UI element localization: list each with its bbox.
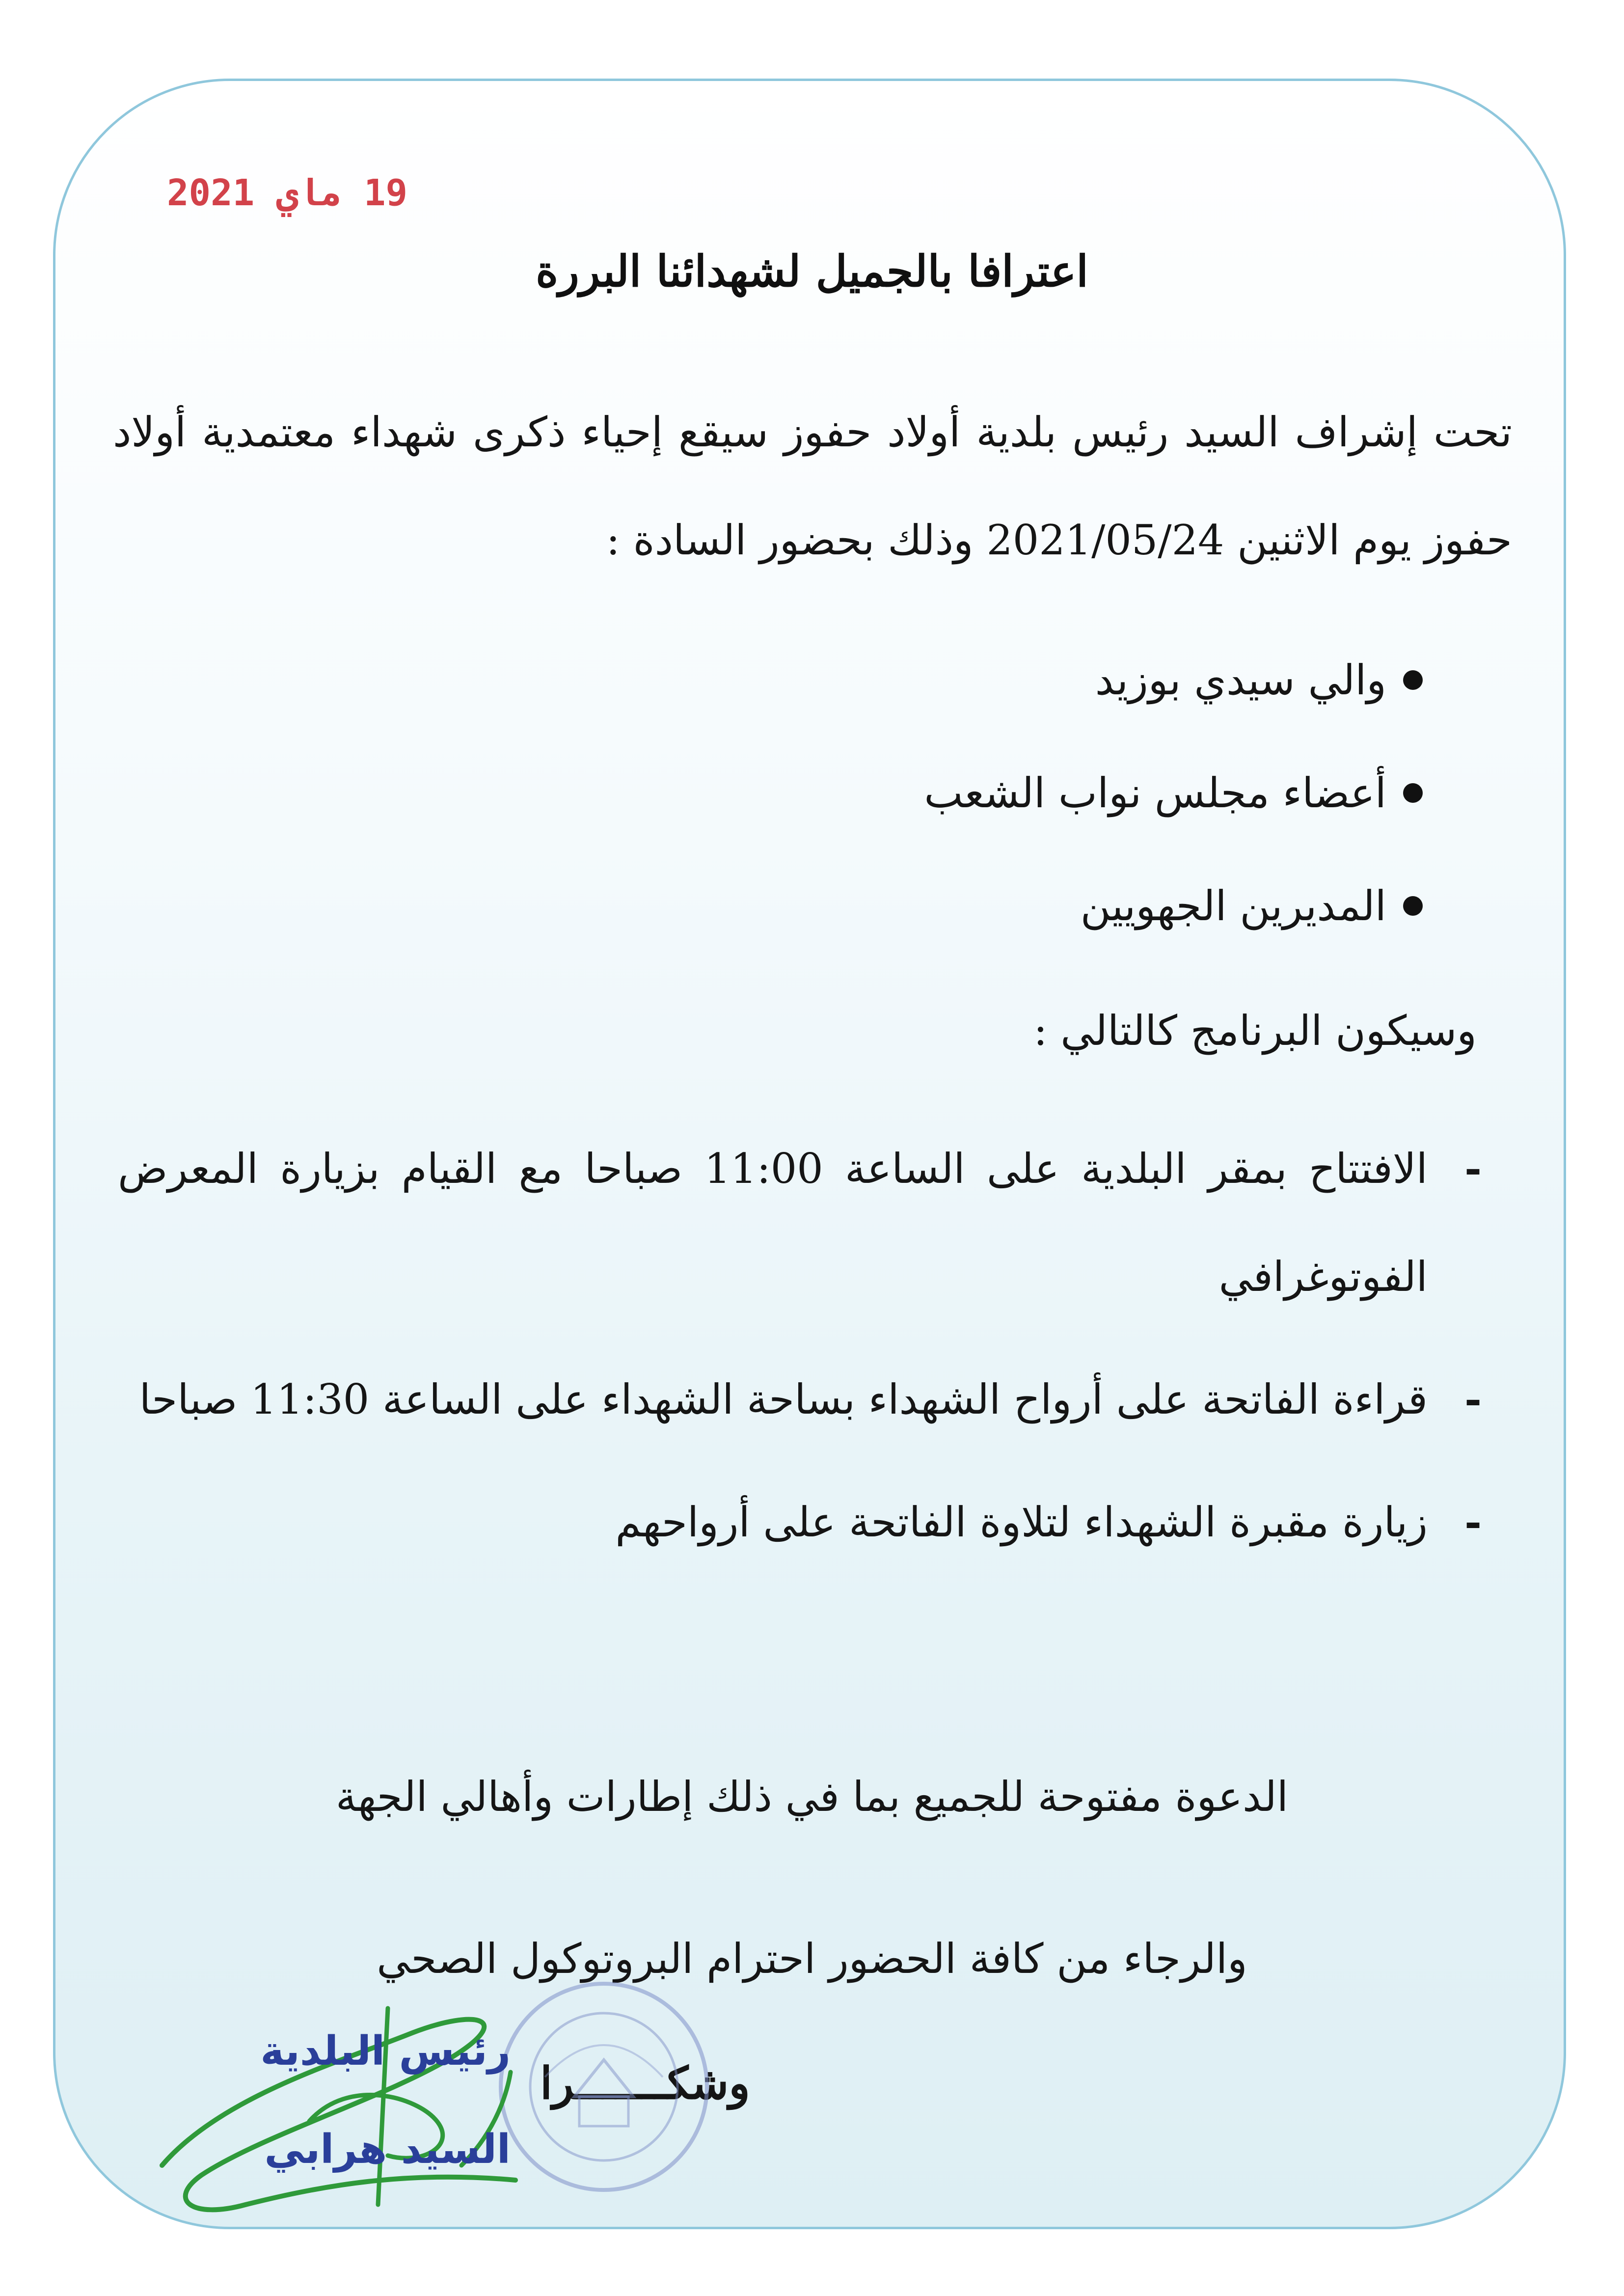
health-note: والرجاء من كافة الحضور احترام البروتوكول الصحي [377, 1935, 1247, 1983]
received-date-stamp: 19 ماي 2021 [167, 172, 408, 214]
dash-icon: - [1464, 1375, 1482, 1423]
signature-block [147, 1994, 619, 2239]
invitation-text: الدعوة مفتوحة للجميع بما في ذلك إطارات وأهالي الجهة [335, 1773, 1289, 1821]
intro-paragraph: تحت إشراف السيد رئيس بلدية أولاد حفوز سيقع إحياء ذكرى شهداء معتمدية أولاد حفوز يوم الاثنين 2021/05/24 وذلك بحضور السادة : [113, 408, 1512, 564]
signature-title: رئيس البلدية [260, 2028, 511, 2075]
bullet-icon [1403, 896, 1423, 916]
list-item: أعضاء مجلس نواب الشعب [924, 737, 1423, 849]
program-list [118, 1115, 1482, 1591]
program-intro: وسيكون البرنامج كالتالي : [1033, 1007, 1477, 1055]
dash-icon: - [1464, 1144, 1482, 1193]
bullet-icon [1403, 670, 1423, 690]
bullet-icon [1403, 783, 1423, 803]
attendees-list [924, 624, 1423, 962]
thanks-text: وشكـــــــرا [540, 2057, 750, 2109]
document-title: اعترافا بالجميل لشهدائنا البررة [536, 246, 1088, 297]
list-item: المديرين الجهويين [924, 849, 1423, 962]
list-item: - الافتتاح بمقر البلدية على الساعة 11:00 صباحا مع القيام بزيارة المعرض الفوتوغرافي [118, 1115, 1428, 1331]
list-item: - قراءة الفاتحة على أرواح الشهداء بساحة الشهداء على الساعة 11:30 صباحا [118, 1345, 1428, 1453]
list-item: والي سيدي بوزيد [924, 624, 1423, 737]
signature-name: السيد هرابي [264, 2126, 511, 2173]
dash-icon: - [1464, 1498, 1482, 1546]
list-item: - زيارة مقبرة الشهداء لتلاوة الفاتحة على أرواحهم [118, 1468, 1428, 1576]
